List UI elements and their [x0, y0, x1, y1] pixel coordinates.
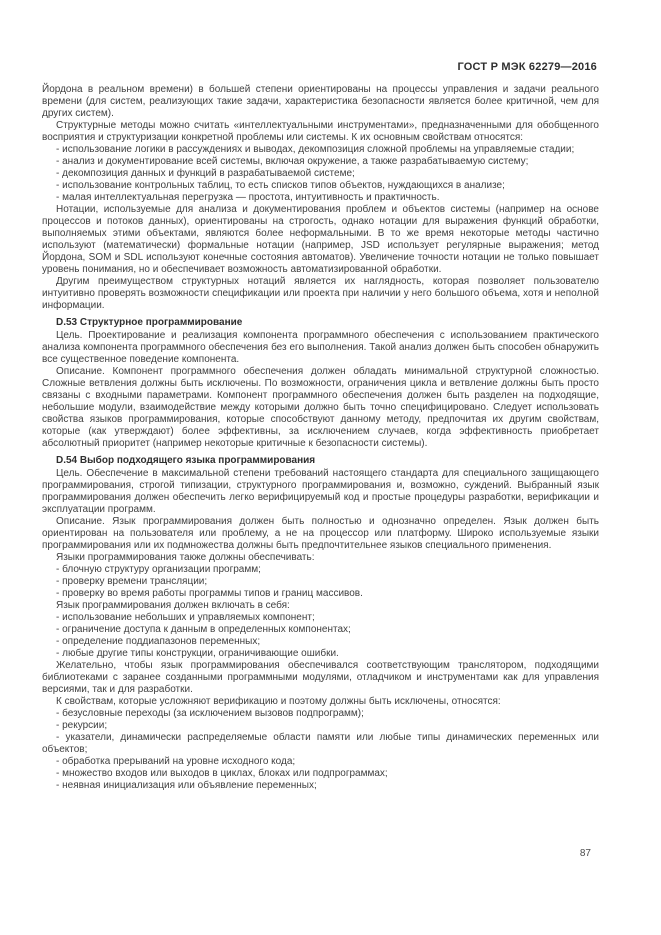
- list-item: - безусловные переходы (за исключением вызовов подпрограмм);: [56, 708, 364, 719]
- section-heading: D.53 Структурное программирование: [56, 317, 243, 328]
- list-item: - блочную структуру организации программ;: [56, 564, 261, 575]
- list-item: - проверку времени трансляции;: [56, 576, 208, 587]
- paragraph: Нотации, используемые для анализа и документирования проблем и объектов системы (например на основе процессов и потоков данных), ориентированы на строгость, однако нотации для выражения функций обработки, выполняемых этими объектами, являются более неформальными. В то же время некоторые методы частично используют (математически) формальные нотации (например, JSD использует регулярные выражения; метод Йордона, SOM и SDL используют конечные состояния автоматов). Увеличение точности нотации не только повышает уровень понимания, но и обеспечивает возможность автоматизированной обработки.: [42, 204, 599, 275]
- paragraph: Язык программирования должен включать в себя:: [56, 600, 290, 611]
- paragraph: Описание. Язык программирования должен быть полностью и однозначно определен. Язык должен быть ориентирован на пользователя или проблему, а не на процессор или платформу. Широко используемые языки программирования или их подмножества должны быть предпочтительнее языков специального применения.: [42, 516, 599, 551]
- paragraph: Цель. Обеспечение в максимальной степени требований настоящего стандарта для специального защищающего программирования, строгой типизации, структурного программирования и, возможно, суждений. Выбранный язык программирования должен обеспечить легко верифицируемый код и простые процедуры разработки, верификации и эксплуатации программ.: [42, 468, 599, 515]
- list-item: - ограничение доступа к данным в определенных компонентах;: [56, 624, 351, 635]
- paragraph: К свойствам, которые усложняют верификацию и поэтому должны быть исключены, относятся:: [56, 696, 501, 707]
- page-footer: [42, 843, 591, 861]
- list-item: - указатели, динамически распределяемые области памяти или любые типы динамических переменных или объектов;: [42, 732, 599, 755]
- list-item: - множество входов или выходов в циклах, блоках или подпрограммах;: [56, 768, 388, 779]
- paragraph: Цель. Проектирование и реализация компонента программного обеспечения с использованием практического анализа компонента программного обеспечения без его выполнения. Такой анализ должен быть способен обнаружить все существенное поведение компонента.: [42, 330, 599, 365]
- list-item: - неявная инициализация или объявление переменных;: [56, 780, 317, 791]
- list-item: - использование небольших и управляемых компонент;: [56, 612, 315, 623]
- list-item: - использование логики в рассуждениях и выводах, декомпозиция сложной проблемы на управляемые стадии;: [56, 144, 575, 155]
- list-item: - анализ и документирование всей системы, включая окружение, а также разрабатываемую систему;: [56, 156, 529, 167]
- list-item: - рекурсии;: [56, 720, 108, 731]
- paragraph: Описание. Компонент программного обеспечения должен обладать минимальной структурной сложностью. Сложные ветвления должны быть исключены. По возможности, ограничения цикла и ветвление должны быть просто связаны с входными параметрами. Компонент программного обеспечения должен быть разделен на подходящие, небольшие модули, взаимодействие между которыми должно быть точно специфицировано. Следует использовать свойства языков программирования, которые способствуют данному методу, предпочитая их другим свойствам, которые (как утверждают) более эффективны, за исключением случаев, когда эффективность приобретает абсолютный приоритет (например некоторые критичные к безопасности системы).: [42, 366, 599, 449]
- list-item: - использование контрольных таблиц, то есть списков типов объектов, нуждающихся в анализе;: [56, 180, 505, 191]
- list-item: - малая интеллектуальная перегрузка — простота, интуитивность и практичность.: [56, 192, 440, 203]
- running-header: ГОСТ Р МЭК 62279—2016: [457, 61, 597, 73]
- list-item: - декомпозиция данных и функций в разрабатываемой системе;: [56, 168, 355, 179]
- list-item: - любые другие типы конструкции, ограничивающие ошибки.: [56, 648, 339, 659]
- page-number: 87: [579, 848, 591, 859]
- list-item: - проверку во время работы программы типов и границ массивов.: [56, 588, 363, 599]
- paragraph: Йордона в реальном времени) в большей степени ориентированы на процессы управления и задачи реального времени (для систем, реализующих такие задачи, характеристика безопасности является более критичной, чем для других систем).: [42, 84, 599, 119]
- list-item: - обработка прерываний на уровне исходного кода;: [56, 756, 296, 767]
- document-body: [42, 84, 599, 792]
- paragraph: Языки программирования также должны обеспечивать:: [56, 552, 315, 563]
- section-heading: D.54 Выбор подходящего языка программирования: [56, 455, 316, 466]
- paragraph: Структурные методы можно считать «интеллектуальными инструментами», предназначенными для обобщенного восприятия и структуризации конкретной проблемы или системы. К их основным свойствам относятся:: [42, 120, 599, 143]
- paragraph: Желательно, чтобы язык программирования обеспечивался соответствующим транслятором, подходящими библиотеками с заранее созданными программными модулями, отладчиком и инструментами как для управления версиями, так и для разработки.: [42, 660, 599, 695]
- list-item: - определение поддиапазонов переменных;: [56, 636, 261, 647]
- paragraph: Другим преимуществом структурных нотаций является их наглядность, которая позволяет пользователю интуитивно проверять возможности спецификации или проекта при наличии у него большого объема, хотя и неполной информации.: [42, 276, 599, 311]
